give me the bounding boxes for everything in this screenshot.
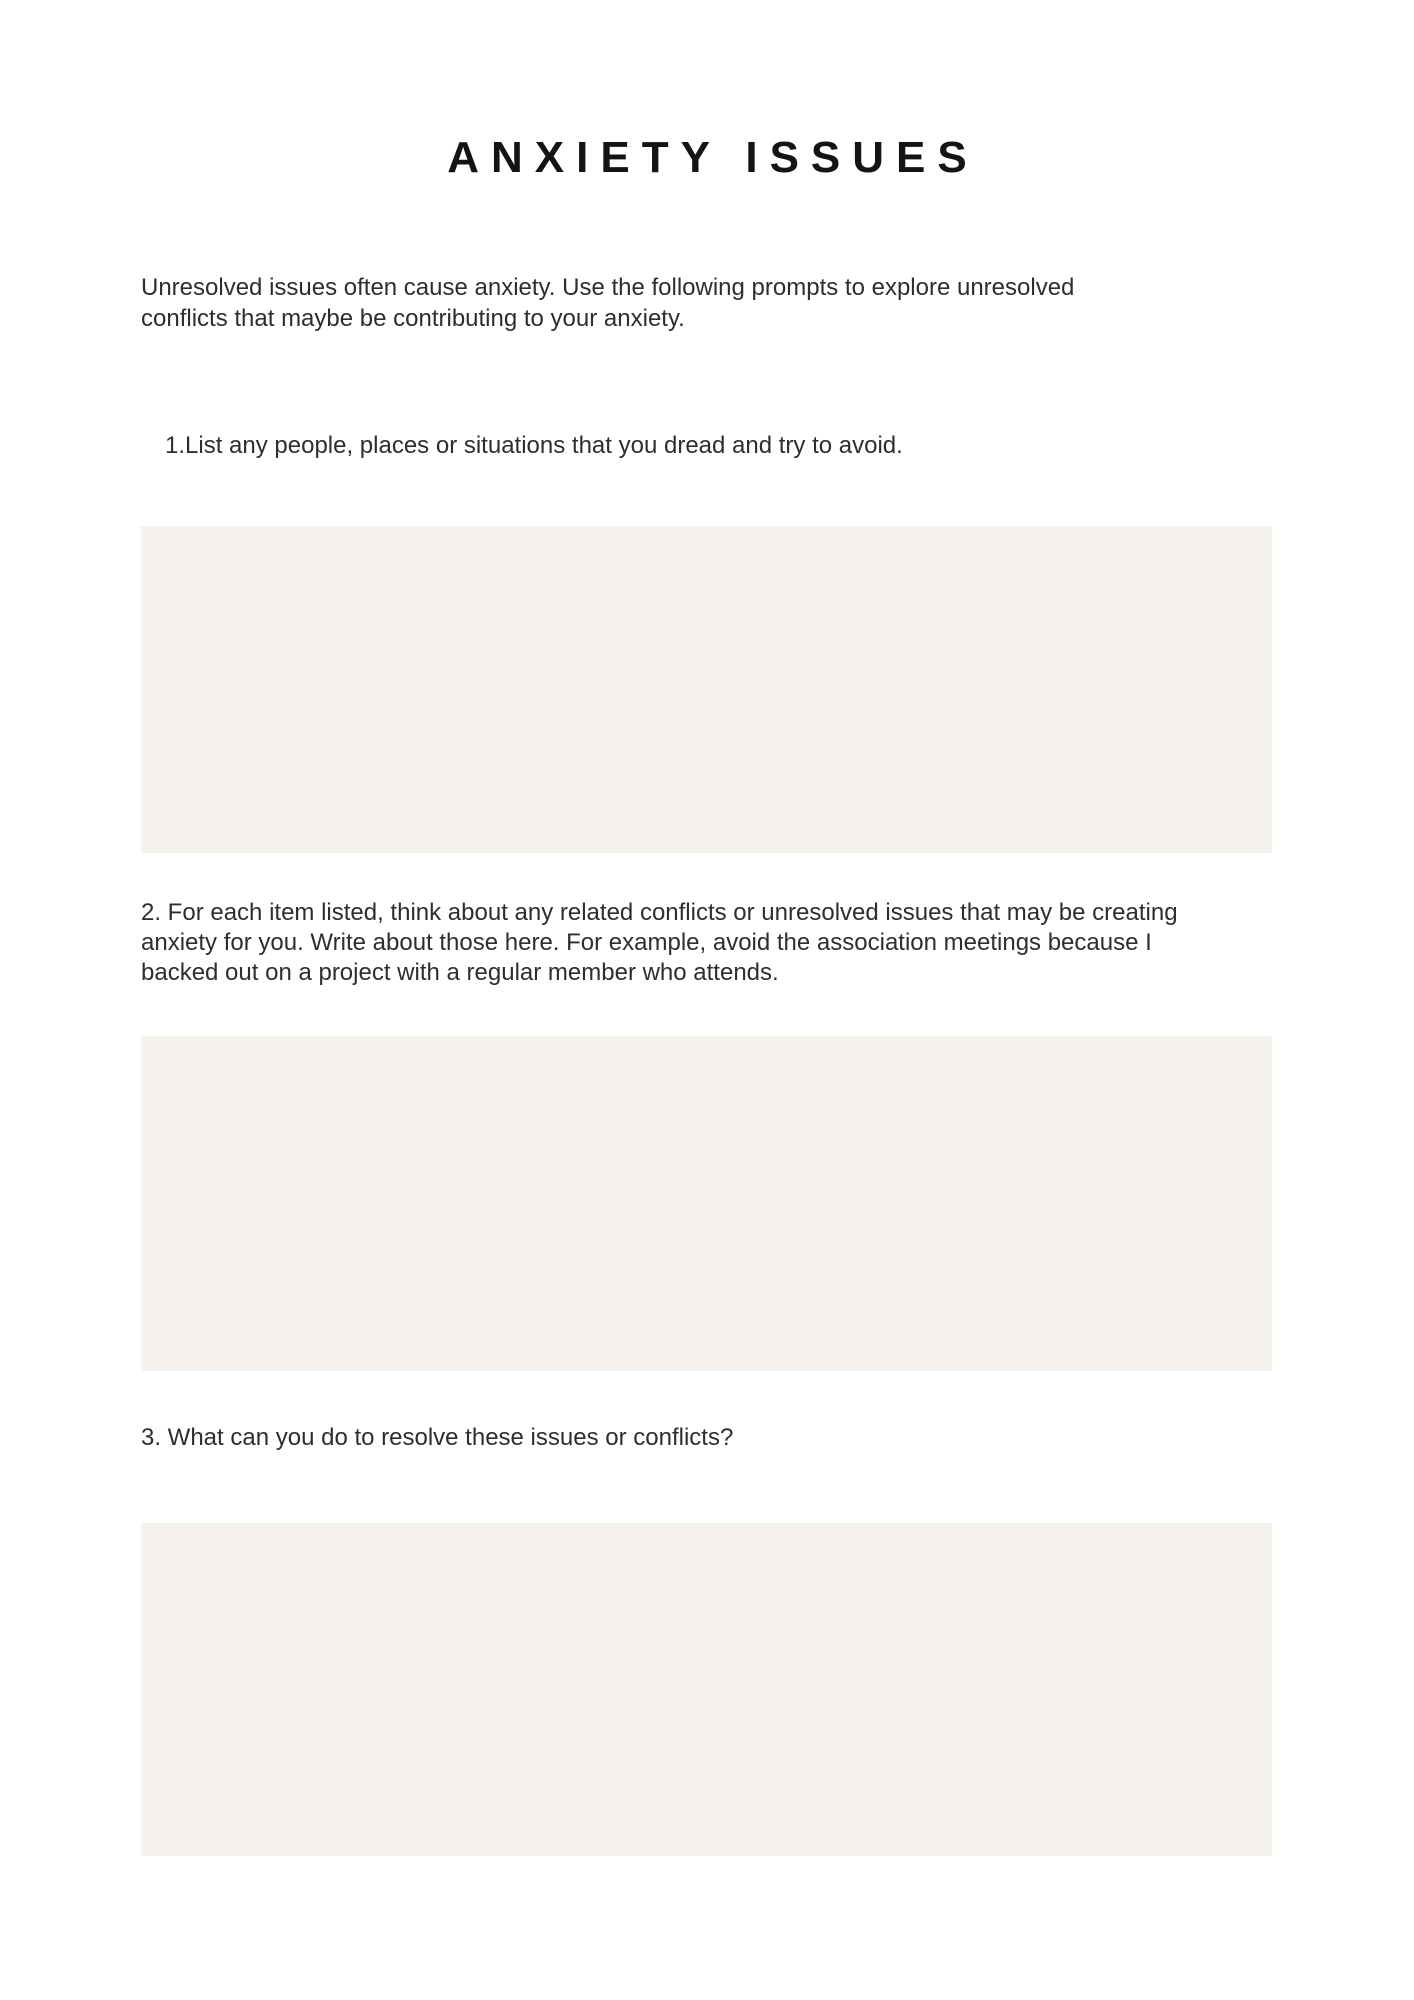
prompt-2-label: 2. For each item listed, think about any related conflicts or unresolved issues that may be creating anxiety for you. Write about those here. For example, avoid the association meetings because I backed out on a project with a regular member who attends.	[141, 899, 1178, 986]
answer-box-2[interactable]	[141, 1036, 1272, 1371]
intro-paragraph: Unresolved issues often cause anxiety. Use the following prompts to explore unresolved conflicts that maybe be contributing to your anxiety.	[141, 274, 1075, 332]
answer-box-1[interactable]	[141, 526, 1272, 853]
prompt-1-label: 1.List any people, places or situations that you dread and try to avoid.	[165, 432, 903, 459]
page-title: ANXIETY ISSUES	[447, 133, 979, 182]
answer-box-3[interactable]	[141, 1523, 1272, 1856]
prompt-3-label: 3. What can you do to resolve these issues or conflicts?	[141, 1424, 734, 1451]
